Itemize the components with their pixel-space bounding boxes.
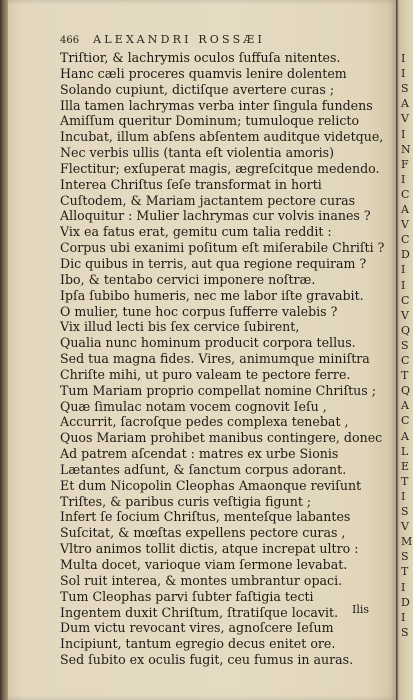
facing-page-letter: T bbox=[401, 474, 409, 488]
verse-line: Multa docet, varioque viam ſermone levabat. bbox=[60, 557, 348, 572]
facing-page-letter: Q bbox=[401, 323, 411, 337]
verse-line: Quos Mariam prohibet manibus contingere, donec bbox=[60, 430, 383, 446]
verse-line: Tum Mariam proprio compellat nomine Chriſtus ; bbox=[60, 382, 377, 398]
facing-page-letter: S bbox=[401, 625, 409, 639]
facing-page-letter: I bbox=[401, 263, 406, 277]
verse-line: Infert ſe ſocium Chriſtus, menteſque labantes bbox=[60, 509, 351, 525]
verse-line: Lætantes adſunt, & ſanctum corpus adorant. bbox=[60, 461, 347, 477]
facing-page-letter: A bbox=[401, 97, 409, 111]
facing-page-letter: M bbox=[401, 535, 413, 549]
facing-page-letter: I bbox=[401, 127, 406, 141]
facing-page-letter: C bbox=[401, 354, 410, 367]
verse-line: Ad patrem aſcendat : matres ex urbe Sionis bbox=[60, 446, 339, 462]
facing-page-letter: A bbox=[401, 399, 409, 413]
facing-page-letter: I bbox=[401, 67, 406, 81]
verse-line: Cuſtodem, & Mariam jactantem pectore curas bbox=[60, 192, 356, 208]
verse-line: Incubat, illum abſens abſentem auditque videtque, bbox=[60, 129, 384, 145]
facing-page-letter: V bbox=[401, 218, 409, 232]
verse-line: Corpus ubi exanimi poſitum eſt miſerabile Chriſti ? bbox=[60, 240, 385, 256]
facing-page-letter: I bbox=[401, 489, 406, 503]
verse-line: Sed tua magna fides. Vires, animumque miniſtra bbox=[60, 351, 370, 367]
facing-page-letter: S bbox=[401, 82, 409, 96]
verse-line: Dum victu revocant vires, agnoſcere Ieſum bbox=[60, 620, 334, 636]
facing-page-letter: N bbox=[401, 142, 411, 156]
verse-line: Nec verbis ullis (tanta eſt violentia amoris) bbox=[60, 145, 335, 161]
verse-line: Alloquitur : Mulier lachrymas cur volvis inanes ? bbox=[60, 208, 371, 224]
facing-page-letter: D bbox=[401, 595, 410, 609]
verse-line: Hanc cæli proceres quamvis lenire dolentem bbox=[60, 65, 347, 81]
catchword: Ilis bbox=[352, 603, 370, 616]
facing-page-letter: I bbox=[401, 172, 406, 186]
verse-line: Quæ ſimulac notam vocem cognovit Ieſu , bbox=[60, 398, 327, 414]
facing-page-letter: L bbox=[401, 444, 409, 458]
verse-line: Suſcitat, & mœſtas expellens pectore curas , bbox=[60, 525, 346, 541]
facing-page-letter: Q bbox=[401, 384, 411, 398]
facing-page-edge bbox=[396, 0, 413, 700]
verse-line: Ibo, & tentabo cervici imponere noſtræ. bbox=[60, 271, 316, 287]
verse-line: Vix illud lecti bis ſex cervice ſubirent, bbox=[60, 319, 300, 335]
verse-line: Accurrit, ſacroſque pedes complexa tenebat , bbox=[60, 414, 349, 430]
facing-page-letter: V bbox=[401, 112, 409, 126]
verse-line: Sol ruit interea, & montes umbrantur opaci. bbox=[60, 572, 343, 588]
verse-line: Amiſſum queritur Dominum; tumuloque relicto bbox=[60, 113, 360, 129]
verse-line: Ingentem duxit Chriſtum, ſtratiſque locavit. bbox=[60, 604, 339, 620]
verse-line: Qualia nunc hominum producit corpora tellus. bbox=[60, 335, 356, 351]
facing-page-letter: S bbox=[401, 505, 409, 518]
verse-line: O mulier, tune hoc corpus ſufferre valebis ? bbox=[60, 303, 338, 319]
facing-page-letter: I bbox=[401, 610, 406, 624]
facing-page-letter: A bbox=[401, 429, 409, 443]
verse-line: Et dum Nicopolin Cleophas Amaonque reviſunt bbox=[60, 477, 362, 493]
facing-page-letter: S bbox=[401, 338, 409, 352]
facing-page-letter: C bbox=[401, 414, 410, 428]
verse-line: Interea Chriſtus ſeſe transformat in horti bbox=[60, 176, 322, 192]
facing-page-letter: V bbox=[401, 308, 409, 322]
facing-page-letter: F bbox=[401, 157, 409, 171]
facing-page-letter: I bbox=[401, 580, 406, 594]
facing-page-letter: V bbox=[401, 520, 409, 534]
facing-page-letter: C bbox=[401, 293, 410, 307]
verse-line: Incipiunt, tantum egregio decus enitet ore. bbox=[60, 636, 336, 652]
verse-line: Sed ſubito ex oculis fugit, ceu fumus in auras. bbox=[60, 652, 354, 668]
facing-page-letter: I bbox=[401, 278, 406, 292]
verse-line: Chriſte mihi, ut puro valeam te pectore ferre. bbox=[60, 366, 351, 382]
facing-page-letter: S bbox=[401, 550, 409, 564]
page-number: 466 bbox=[60, 35, 80, 46]
running-title: ALEXANDRI ROSSÆI bbox=[93, 33, 266, 46]
verse-line: Vix ea fatus erat, gemitu cum talia reddit : bbox=[60, 224, 332, 240]
verse-line: Ipſa ſubibo humeris, nec me labor iſte gravabit. bbox=[60, 287, 364, 303]
verse-line: Dic quibus in terris, aut qua regione requiram ? bbox=[60, 255, 367, 271]
page-gutter-edge bbox=[0, 0, 8, 700]
facing-page-letter: I bbox=[401, 52, 406, 65]
facing-page-letter: E bbox=[401, 459, 410, 473]
verse-line: Illa tamen lachrymas verba inter ſingula fundens bbox=[60, 97, 373, 113]
facing-page-letter: D bbox=[401, 248, 410, 262]
verse-line: Solando cupiunt, dictiſque avertere curas ; bbox=[60, 81, 335, 97]
facing-page-letter: C bbox=[401, 233, 410, 247]
verse-line: Triſtior, & lachrymis oculos ſuffuſa nitentes. bbox=[60, 50, 341, 65]
verse-text-block bbox=[60, 50, 390, 668]
facing-page-letter: C bbox=[401, 187, 410, 201]
verse-line: Vltro animos tollit dictis, atque increpat ultro : bbox=[60, 541, 359, 557]
verse-line: Triſtes, & paribus curis veſtigia figunt ; bbox=[60, 493, 312, 509]
running-header bbox=[60, 33, 360, 47]
facing-page-letter: T bbox=[401, 565, 409, 579]
verse-line: Flectitur; exſuperat magis, ægreſcitque medendo. bbox=[60, 160, 380, 176]
facing-page-letter: A bbox=[401, 203, 409, 216]
facing-page-letter: T bbox=[401, 369, 409, 383]
verse-line: Tum Cleophas parvi ſubter faſtigia tecti bbox=[60, 588, 314, 604]
